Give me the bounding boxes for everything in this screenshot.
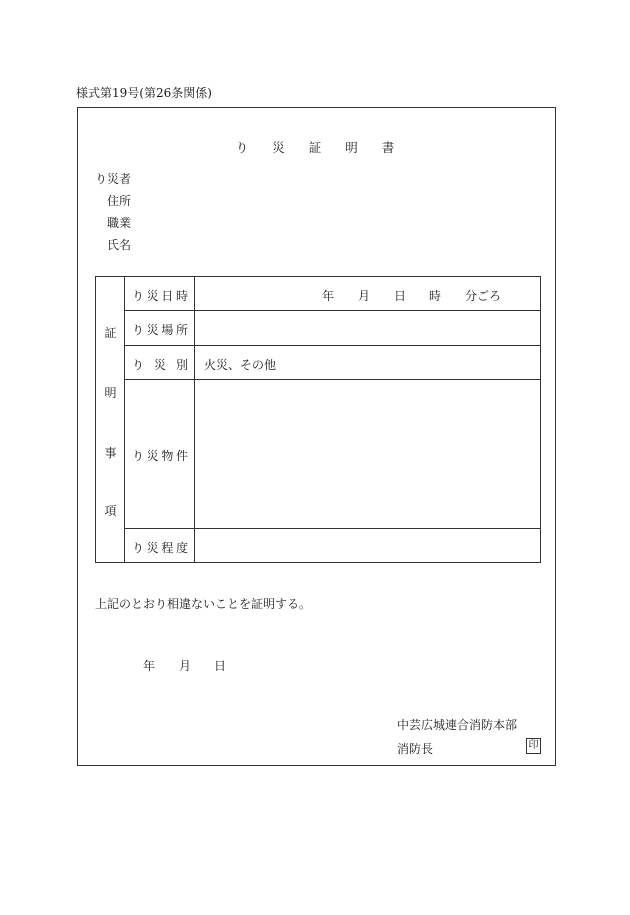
table-divider [124,310,540,311]
form-number: 様式第19号(第26条関係) [76,86,212,100]
row-label-datetime: り 災 日 時 [132,289,188,303]
month-unit: 月 [358,289,371,303]
year-unit: 年 [322,289,335,303]
name-label: 氏名 [107,238,132,252]
row-label-extent: り 災 程 度 [132,541,188,555]
issue-year-unit: 年 [143,659,156,673]
side-label-char: 事 [104,446,117,460]
table-divider [194,277,195,562]
title-char: 書 [381,140,395,155]
seal-mark: 印 [526,738,541,754]
chief-title: 消防長 [397,742,434,756]
title-char: 災 [272,140,285,155]
row-label-type: り 災 別 [132,358,188,372]
document-title [0,138,630,156]
organization-name: 中芸広城連合消防本部 [397,718,518,732]
minute-unit: 分ごろ [465,289,502,303]
victim-label: り災者 [95,172,132,186]
side-label-char: 項 [104,504,117,518]
table-divider [124,379,540,380]
table-divider [124,345,540,346]
certification-statement: 上記のとおり相違ないことを証明する。 [95,597,312,611]
hour-unit: 時 [429,289,442,303]
table-divider [124,277,125,562]
row-label-location: り 災 場 所 [132,323,188,337]
issue-day-unit: 日 [214,659,227,673]
row-label-property: り 災 物 件 [132,449,188,463]
title-char: り [235,140,249,155]
day-unit: 日 [394,289,407,303]
side-label-char: 明 [104,386,117,400]
title-char: 証 [308,140,322,155]
issue-month-unit: 月 [179,659,192,673]
table-divider [124,528,540,529]
disaster-type-value: 火災、その他 [204,358,277,372]
occupation-label: 職業 [107,216,132,230]
address-label: 住所 [107,194,132,208]
side-label-char: 証 [104,326,117,340]
title-char: 明 [345,140,358,155]
certification-table [95,276,541,563]
